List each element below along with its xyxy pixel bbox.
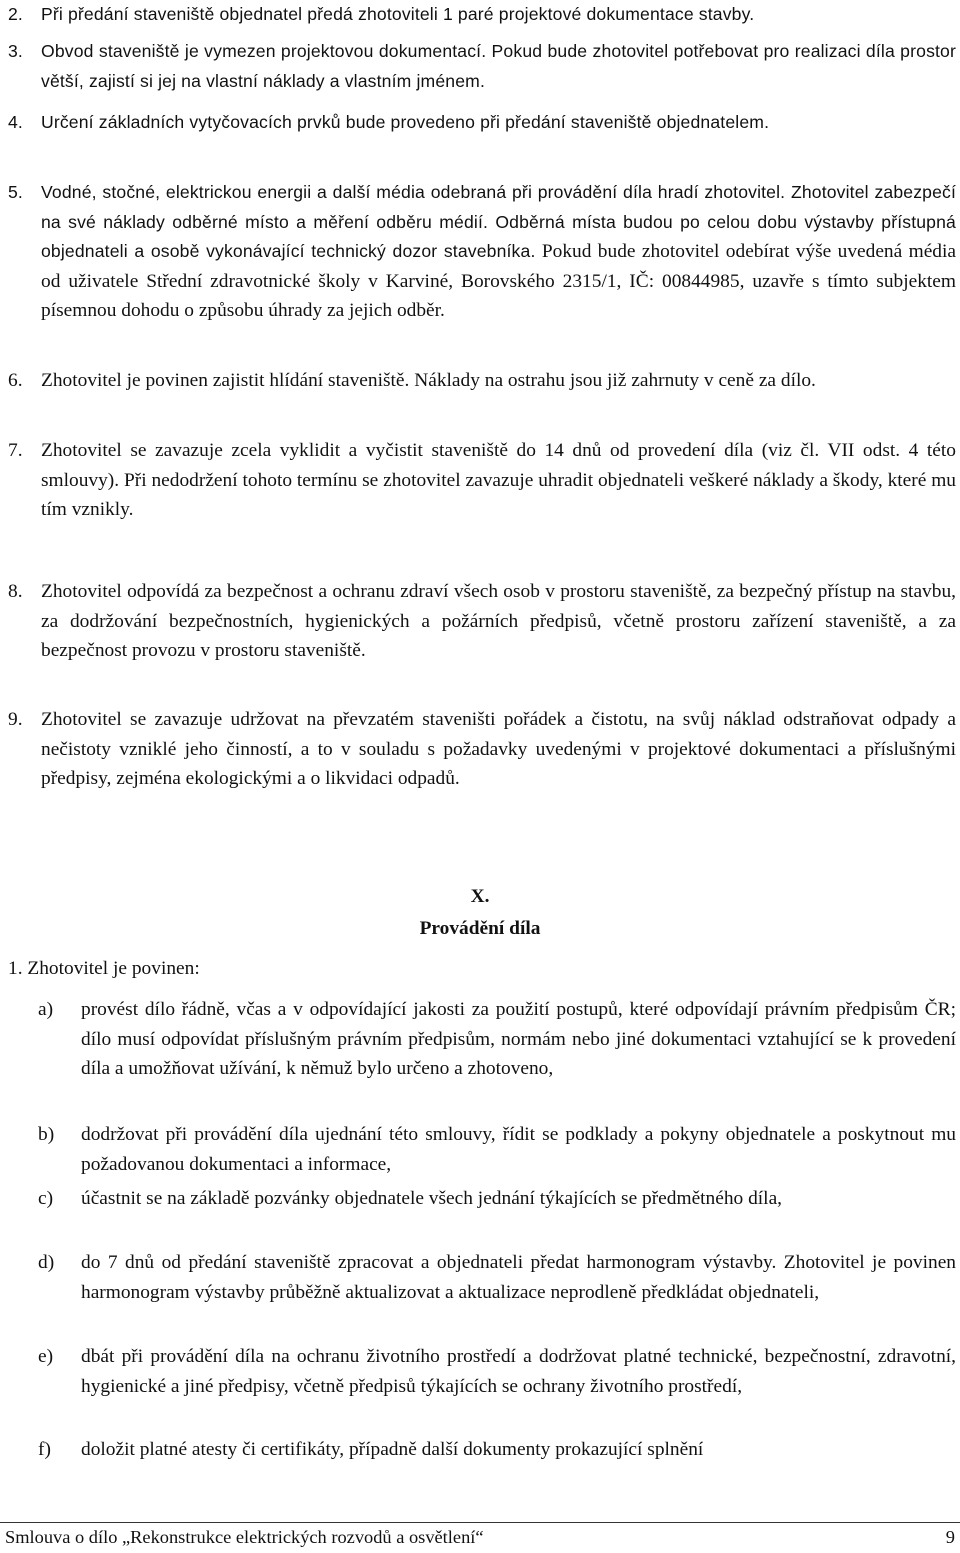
obligations-intro: 1. Zhotovitel je povinen: (8, 958, 200, 979)
item-text: účastnit se na základě pozvánky objednatele všech jednání týkajících se předmětného díla, (81, 1188, 783, 1209)
paragraph-number: 2. (8, 4, 23, 24)
paragraph-4 (8, 108, 956, 138)
paragraph-5 (8, 178, 956, 326)
item-text: doložit platné atesty či certifikáty, případně další dokumenty prokazující splnění (81, 1439, 704, 1460)
paragraph-8 (8, 577, 956, 666)
item-label: d) (38, 1252, 55, 1273)
paragraph-text: Při předání staveniště objednatel předá zhotoviteli 1 paré projektové dokumentace stavby. (41, 4, 755, 24)
paragraph-text: Zhotovitel se zavazuje udržovat na převzatém staveništi pořádek a čistotu, na svůj náklad odstraňovat odpady a nečistoty vzniklé jeho činností, a to v souladu s požadavky uvedenými v projektové dokumentaci a příslušnými předpisy, zejména ekologickými a o likvidaci odpadů. (41, 709, 956, 789)
paragraph-text-part-b: Náklady na ostrahu jsou již zahrnuty v ceně za dílo. (409, 370, 816, 391)
paragraph-text-part-a: Vodné, stočné, elektrickou energii a další média odebraná při provádění díla hradí zhotovitel. Zhotovitel zabezpečí na své náklady odběrné místo a měření odběru médií. Odběrná místa budou po celou dobu výstavby přístupná objednateli a osobě vykonávající technický dozor stavebníka. (41, 182, 956, 261)
paragraph-number: 9. (8, 709, 23, 730)
paragraph-text-part-b: Při nedodržení tohoto termínu se zhotovitel zavazuje uhradit objednateli veškeré náklady a škody, které mu tím vznikly. (41, 469, 956, 520)
item-text: dbát při provádění díla na ochranu životního prostředí a dodržovat platné technické, bezpečnostní, zdravotní, hygienické a jiné předpisy, včetně předpisů týkajících se ochrany životního prostředí, (81, 1346, 956, 1397)
item-label: a) (38, 999, 54, 1020)
paragraph-number: 5. (8, 182, 23, 202)
paragraph-number: 8. (8, 581, 23, 602)
paragraph-number: 3. (8, 41, 23, 61)
paragraph-text-part-a: Zhotovitel se zavazuje zcela vyklidit a vyčistit staveniště do 14 dnů od provedení díla (viz čl. VII odst. 4 této smlouvy). (41, 440, 956, 491)
paragraph-text-part-b: Pokud bude zhotovitel odebírat výše uvedená média od uživatele Střední zdravotnické školy v Karviné, Borovského 2315/1, IČ: 00844985, uzavře s tímto subjektem písemnou dohodu o způsobu úhrady za jejich odběr. (41, 241, 956, 321)
paragraph-text: Určení základních vytyčovacích prvků bude provedeno při předání staveniště objednatelem. (41, 112, 770, 132)
section-title: Provádění díla (419, 918, 541, 939)
obligation-item-b (38, 1120, 956, 1179)
item-text: provést dílo řádně, včas a v odpovídající jakosti za použití postupů, které odpovídají právním předpisům ČR; dílo musí odpovídat příslušným právním předpisům, normám nebo jiné dokumentaci vztahující se k provedení díla a umožňovat užívání, k němuž bylo určeno a zhotoveno, (81, 999, 956, 1079)
obligation-item-d (38, 1248, 956, 1307)
footer-title: Smlouva o dílo „Rekonstrukce elektrických rozvodů a osvětlení“ (5, 1527, 484, 1547)
item-text: do 7 dnů od předání staveniště zpracovat a objednateli předat harmonogram výstavby. Zhotovitel je povinen harmonogram výstavby průběžně aktualizovat a aktualizace neprodleně předkládat objednateli, (81, 1252, 956, 1303)
paragraph-3 (8, 37, 956, 96)
paragraph-2 (8, 0, 956, 30)
page-footer (5, 1524, 955, 1550)
item-label: f) (38, 1439, 51, 1460)
paragraph-9 (8, 705, 956, 794)
obligation-item-f (38, 1435, 956, 1465)
item-label: b) (38, 1124, 55, 1145)
section-number: X. (470, 886, 490, 907)
paragraph-7 (8, 436, 956, 525)
paragraph-number: 4. (8, 112, 23, 132)
paragraph-text-part-a: Zhotovitel je povinen zajistit hlídání staveniště. (41, 370, 410, 391)
paragraph-number: 6. (8, 370, 23, 391)
obligation-item-c (38, 1184, 956, 1214)
paragraph-text: Obvod staveniště je vymezen projektovou dokumentací. Pokud bude zhotovitel potřebovat pro realizaci díla prostor větší, zajistí si jej na vlastní náklady a vlastním jménem. (41, 41, 956, 91)
paragraph-6 (8, 366, 956, 396)
footer-divider (0, 1522, 960, 1523)
paragraph-text: Zhotovitel odpovídá za bezpečnost a ochranu zdraví všech osob v prostoru staveniště, za bezpečný přístup na stavbu, za dodržování bezpečnostních, hygienických a požárních předpisů, včetně prostoru zařízení staveniště, a za bezpečnost provozu v prostoru staveniště. (41, 581, 956, 661)
page-number: 9 (945, 1527, 955, 1547)
obligation-item-a (38, 995, 956, 1084)
item-label: e) (38, 1346, 54, 1367)
item-label: c) (38, 1188, 54, 1209)
item-text: dodržovat při provádění díla ujednání této smlouvy, řídit se podklady a pokyny objednatele a poskytnout mu požadovanou dokumentaci a informace, (81, 1124, 956, 1175)
paragraph-number: 7. (8, 440, 23, 461)
obligation-item-e (38, 1342, 956, 1401)
